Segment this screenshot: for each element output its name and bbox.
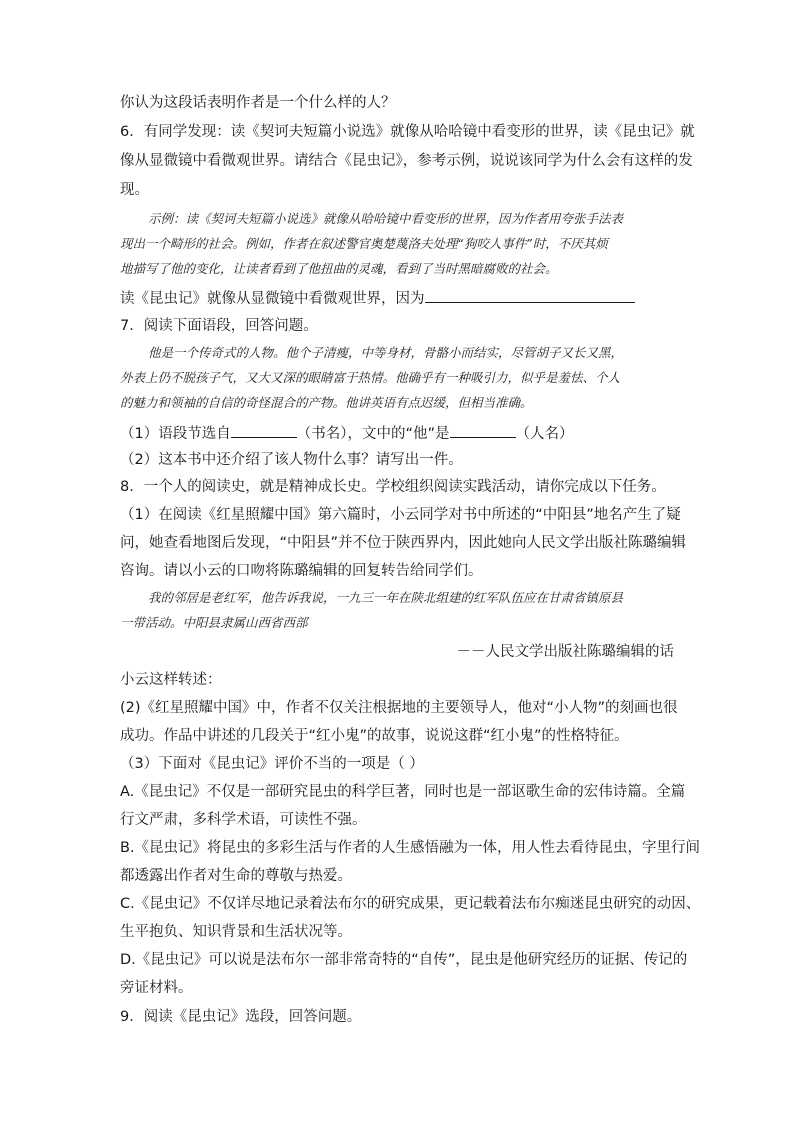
text-segment: （1）语段节选自	[120, 426, 231, 442]
option-d-cont: 旁证材料。	[120, 980, 193, 996]
sub-question-line: (2)《红星照耀中国》中，作者不仅关注根据地的主要领导人，他对“小人物”的刻画也很	[120, 700, 678, 716]
text-segment: （书名），文中的“他”是	[296, 426, 450, 442]
answer-line	[120, 290, 635, 307]
answer-blank[interactable]	[425, 290, 635, 303]
text-line: 成功。作品中讲述的几段关于“红小鬼”的故事，说说这群“红小鬼”的性格特征。	[120, 728, 629, 744]
option-a[interactable]: A.《昆虫记》不仅是一部研究昆虫的科学巨著，同时也是一部讴歌生命的宏伟诗篇。全篇	[120, 784, 686, 800]
quote-line: 我的邻居是老红军，他告诉我说，一九三一年在陕北组建的红军队伍应在甘肃省镇原县	[148, 590, 624, 605]
option-b[interactable]: B.《昆虫记》将昆虫的多彩生活与作者的人生感悟融为一体，用人性去看待昆虫，字里行间	[120, 840, 701, 856]
person-name-blank[interactable]	[450, 425, 516, 438]
question-6-line: 6．有同学发现：读《契诃夫短篇小说选》就像从哈哈镜中看变形的世界，读《昆虫记》就	[120, 124, 695, 140]
example-line: 地描写了他的变化，让读者看到了他扭曲的灵魂，看到了当时黑暗腐败的社会。	[120, 261, 558, 276]
question-8-line: 8．一个人的阅读史，就是精神成长史。学校组织阅读实践活动，请你完成以下任务。	[120, 479, 666, 495]
option-b-cont: 都透露出作者对生命的尊敬与热爱。	[120, 868, 352, 884]
option-c-cont: 生平抱负、知识背景和生活状况等。	[120, 924, 352, 940]
text-line: 你认为这段话表明作者是一个什么样的人？	[120, 95, 396, 111]
option-d[interactable]: D.《昆虫记》可以说是法布尔一部非常奇特的“自传”，昆虫是他研究经历的证据、传记的	[120, 952, 688, 968]
example-line: 现出一个畸形的社会。例如，作者在叙述警官奥楚蔑洛夫处理“狗咬人事件”时，不厌其烦	[120, 236, 608, 251]
question-9-line: 9．阅读《昆虫记》选段，回答问题。	[120, 1009, 362, 1025]
sub-question-line: （3）下面对《昆虫记》评价不当的一项是（ ）	[120, 756, 424, 772]
book-name-blank[interactable]	[231, 425, 297, 438]
text-line: 问，她查看地图后发现，“中阳县”并不位于陕西界内，因此她向人民文学出版社陈璐编辑	[120, 535, 687, 551]
text-line: 像从显微镜中看微观世界。请结合《昆虫记》，参考示例，说说该同学为什么会有这样的发	[120, 153, 693, 169]
option-a-cont: 行文严肃，多科学术语，可读性不强。	[120, 812, 367, 828]
quote-line: 一带活动。中阳县隶属山西省西部	[120, 615, 308, 630]
passage-line: 外表上仍不脱孩子气，又大又深的眼睛富于热情。他确乎有一种吸引力，似乎是羞怯、个人	[120, 370, 621, 385]
text-segment: （人名）	[515, 426, 574, 442]
text-line: 咨询。请以小云的口吻将陈璐编辑的回复转告给同学们。	[120, 563, 483, 579]
quote-attribution: －－人民文学出版社陈璐编辑的话	[456, 644, 674, 660]
text-line: 小云这样转述：	[120, 672, 222, 688]
sub-question-line: （2）这本书中还介绍了该人物什么事？请写出一件。	[120, 452, 463, 468]
text-line: 现。	[120, 182, 149, 198]
question-7-line: 7．阅读下面语段，回答问题。	[120, 318, 318, 334]
answer-prompt: 读《昆虫记》就像从显微镜中看微观世界，因为	[120, 291, 425, 307]
sub-question-line	[120, 425, 574, 442]
example-line: 示例：读《契诃夫短篇小说选》就像从哈哈镜中看变形的世界，因为作者用夸张手法表	[148, 211, 624, 226]
sub-question-line: （1）在阅读《红星照耀中国》第六篇时，小云同学对书中所述的“中阳县”地名产生了疑	[120, 507, 681, 523]
option-c[interactable]: C.《昆虫记》不仅详尽地记录着法布尔的研究成果，更记载着法布尔痴迷昆虫研究的动因、	[120, 896, 701, 912]
passage-line: 的魅力和领袖的自信的奇怪混合的产物。他讲英语有点迟缓，但相当准确。	[120, 395, 533, 410]
passage-line: 他是一个传奇式的人物。他个子清瘦，中等身材，骨骼小而结实，尽管胡子又长又黑，	[148, 345, 624, 360]
